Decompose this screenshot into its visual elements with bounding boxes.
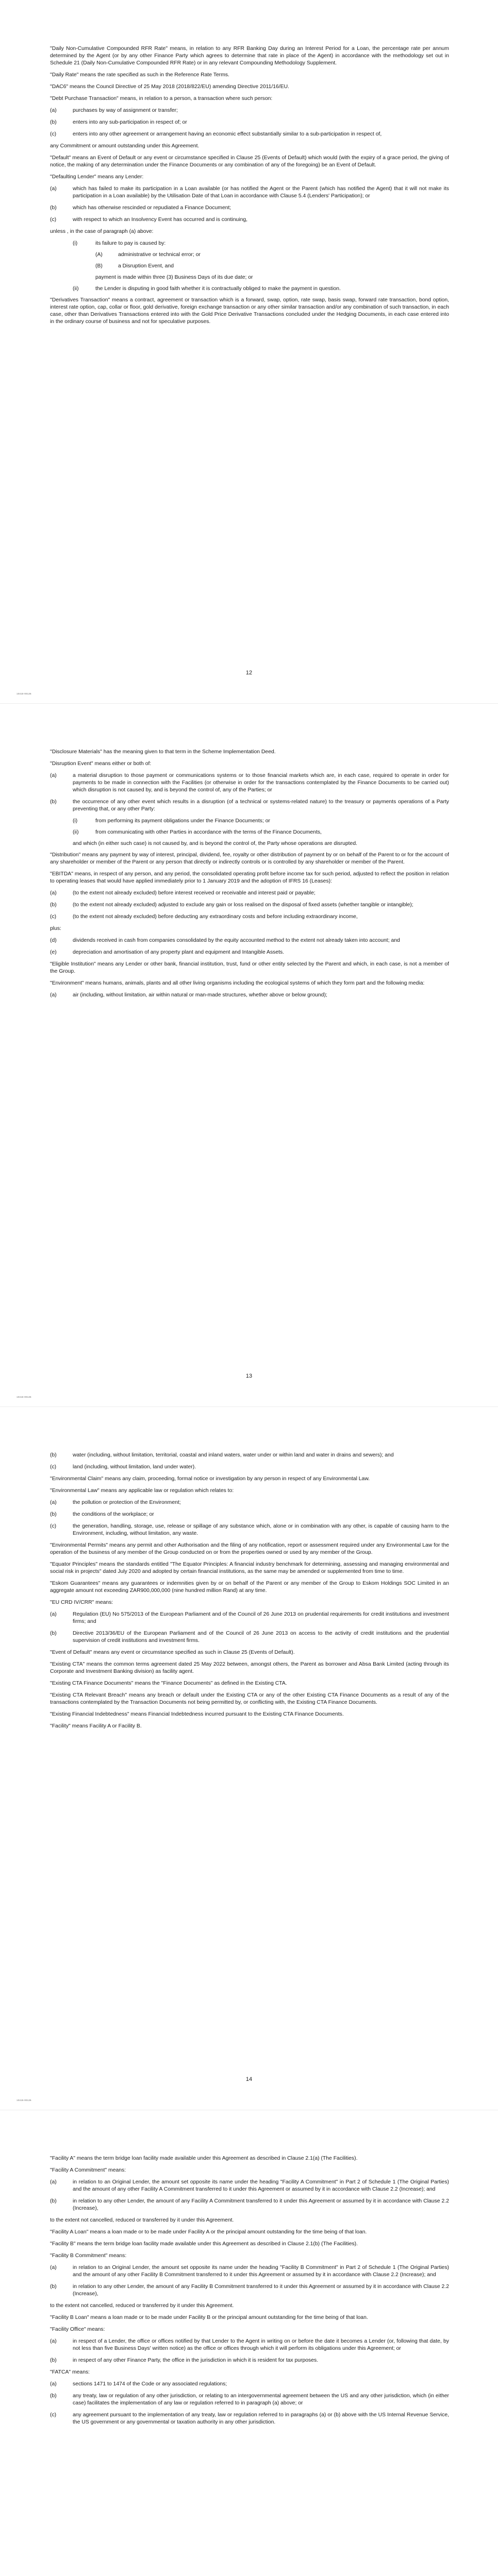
item-label: (a)	[50, 2265, 57, 2270]
item-label: (b)	[50, 205, 57, 211]
definition-paragraph: to the extent not cancelled, reduced or transferred by it under this Agreement.	[50, 2217, 234, 2223]
definition-paragraph: "EBITDA" means, in respect of any person, and any period, the consolidated operating profit before income tax for such period, adjusted to reflect the position in relation to operating leases that would have applied immediately prior to 1 January 2019 and the adoption of IFRS 16 (Leases):	[50, 871, 449, 884]
continuation-text: payment is made within three (3) Business Days of its due date; or	[95, 275, 253, 280]
list-item	[50, 949, 449, 956]
item-label: (a)	[50, 2381, 57, 2387]
item-label: (a)	[50, 108, 57, 113]
item-label: (c)	[50, 914, 57, 920]
list-item	[50, 902, 449, 909]
definition-paragraph: "Defaulting Lender" means any Lender:	[50, 174, 144, 180]
list-item	[50, 2264, 449, 2279]
page-content	[50, 1452, 449, 1735]
item-label: (i)	[73, 818, 78, 824]
definition-paragraph: "Facility B Commitment" means:	[50, 2253, 127, 2259]
item-text: in relation to any other Lender, the amount of any Facility B Commitment transferred to it under this Agreement or assumed by it in accordance with Clause 2.2 (Increase),	[73, 2284, 449, 2297]
item-text: any agreement pursuant to the implementation of any treaty, law or regulation referred to in paragraphs (a) or (b) above with the US Internal Revenue Service, the US government or any governmental or taxation authority in any other jurisdiction.	[73, 2412, 449, 2425]
item-label: (B)	[95, 263, 103, 269]
definition-paragraph: "Environmental Permits" means any permit and other Authorisation and the filing of any notification, report or assessment required under any Environmental Law for the operation of the business of any member of the Group conducted on or from the properties owned or used by any member of the Group.	[50, 1543, 449, 1555]
sub-list-item	[73, 829, 449, 836]
definition-paragraph: "Environmental Law" means any applicable law or regulation which relates to:	[50, 1488, 234, 1494]
definition-paragraph: "Environmental Claim" means any claim, proceeding, formal notice or investigation by any person in respect of any Environmental Law.	[50, 1476, 370, 1482]
list-item	[50, 1511, 449, 1518]
definition-paragraph: "Facility" means Facility A or Facility B.	[50, 1723, 142, 1729]
list-item	[50, 107, 449, 114]
item-text: from performing its payment obligations under the Finance Documents; or	[95, 818, 271, 824]
definition-paragraph: "Disruption Event" means either or both of:	[50, 761, 152, 767]
item-text: in relation to any other Lender, the amount of any Facility A Commitment transferred to it under this Agreement or assumed by it in accordance with Clause 2.2 (Increase),	[73, 2198, 449, 2211]
definition-paragraph: "Existing CTA" means the common terms agreement dated 25 May 2022 between, amongst others, the Parent as borrower and Absa Bank Limited (acting through its Corporate and Investment Banking division) as facility agent.	[50, 1662, 449, 1674]
sub-sub-list-item	[95, 251, 449, 259]
item-text: which has failed to make its participation in a Loan available (or has notified the Agent or the Parent (which has notified the Agent) that it will not make its participation in a Loan available) by the Utilisation Date of that Loan in accordance with Clause 5.4 (Lenders' Participation); or	[73, 186, 449, 199]
item-label: (b)	[50, 2358, 57, 2363]
page-divider	[0, 1406, 498, 1407]
item-label: (b)	[50, 2284, 57, 2290]
page-number: 14	[245, 2076, 253, 2082]
list-item	[50, 992, 449, 999]
item-text: the Lender is disputing in good faith whether it is contractually obliged to make the payment in question.	[95, 286, 341, 292]
item-text: sections 1471 to 1474 of the Code or any associated regulations;	[73, 2381, 227, 2387]
item-text: in relation to an Original Lender, the amount set opposite its name under the heading "Facility B Commitment" in Part 2 of Schedule 1 (The Original Parties) and the amount of any other Facility B Commitment transferred to it under this Agreement or assumed by it in accordance with Clause 2.2 (Increase); and	[73, 2265, 449, 2278]
item-label: (i)	[73, 241, 78, 246]
item-text: depreciation and amortisation of any property plant and equipment and Intangible Assets.	[73, 950, 285, 955]
item-label: (b)	[50, 902, 57, 908]
definition-paragraph: "DAC6" means the Council Directive of 25 May 2018 (2018/822/EU) amending Directive 2011/16/EU.	[50, 84, 290, 90]
item-label: (a)	[50, 186, 57, 192]
item-label: (c)	[50, 1523, 57, 1529]
item-text: a Disruption Event, and	[118, 263, 174, 269]
list-item	[50, 1630, 449, 1645]
definition-paragraph: "Facility A" means the term bridge loan facility made available under this Agreement as described in Clause 2.1(a) (The Facilities).	[50, 2156, 358, 2161]
item-label: (b)	[50, 1512, 57, 1517]
item-text: (to the extent not already excluded) before deducting any extraordinary costs and before including extraordinary income,	[73, 914, 358, 920]
item-text: dividends received in cash from companies consolidated by the equity accounted method to the extent not already taken into account; and	[73, 938, 400, 943]
definition-paragraph: "Facility B Loan" means a loan made or to be made under Facility B or the principal amount outstanding for the time being of that loan.	[50, 2315, 368, 2320]
item-label: (ii)	[73, 829, 79, 835]
item-label: (a)	[50, 1500, 57, 1505]
item-label: (a)	[50, 773, 57, 778]
definition-paragraph: any Commitment or amount outstanding under this Agreement.	[50, 143, 200, 149]
document-reference: 10415-00126	[16, 1396, 31, 1398]
list-item	[50, 2381, 449, 2388]
definition-paragraph: "Existing CTA Relevant Breach" means any breach or default under the Existing CTA or any of the other Existing CTA Finance Documents as a result of any of the transactions contemplated by the Transaction Documents not being permitted by, or conflicting with, the Existing CTA Finance Documents.	[50, 1692, 449, 1705]
item-label: (c)	[50, 2412, 57, 2418]
item-label: (a)	[50, 890, 57, 896]
definition-paragraph: "Equator Principles" means the standards entitled "The Equator Principles: A financial industry benchmark for determining, assessing and managing environmental and social risk in projects" dated July 2020 and adopted by certain financial institutions, as the same may be amended or supplemented from time to time.	[50, 1562, 449, 1574]
item-text: Regulation (EU) No 575/2013 of the European Parliament and of the Council of 26 June 2013 on prudential requirements for credit institutions and investment firms; and	[73, 1612, 449, 1624]
list-item	[50, 119, 449, 126]
list-item	[50, 913, 449, 921]
definition-paragraph: "Eligible Institution" means any Lender or other bank, financial institution, trust, fund or other entity selected by the Parent and which, in each case, is not a member of the Group.	[50, 961, 449, 974]
item-label: (b)	[50, 2198, 57, 2204]
list-item	[50, 2357, 449, 2364]
definition-paragraph: "Default" means an Event of Default or any event or circumstance specified in Clause 25 (Events of Default) which would (with the expiry of a grace period, the giving of notice, the making of any determination under the Finance Documents or any combination of any of the foregoing) be an Event of Default.	[50, 155, 449, 168]
list-item	[50, 185, 449, 200]
item-text: (to the extent not already excluded) adjusted to exclude any gain or loss realised on the disposal of fixed assets (whether tangible or intangible);	[73, 902, 413, 908]
page-number: 13	[245, 1373, 253, 1379]
list-item	[50, 2198, 449, 2212]
item-text: water (including, without limitation, territorial, coastal and inland waters, water under or within land and water in drains and sewers); and	[73, 1452, 394, 1458]
item-text: land (including, without limitation, land under water).	[73, 1464, 196, 1470]
sub-list-item	[73, 285, 449, 293]
definition-paragraph: "Daily Rate" means the rate specified as such in the Reference Rate Terms.	[50, 72, 229, 78]
item-text: in relation to an Original Lender, the amount set opposite its name under the heading "Facility A Commitment" in Part 2 of Schedule 1 (The Original Parties) and the amount of any other Facility A Commitment transferred to it under this Agreement or assumed by it in accordance with Clause 2.2 (Increase); and	[73, 2179, 449, 2192]
item-text: a material disruption to those payment or communications systems or to those financial markets which are, in each case, required to operate in order for payments to be made in connection with the Facilities (or otherwise in order for the transactions contemplated by the Finance Documents to be carried out) which disruption is not caused by, and is beyond the control of, any of the Parties; or	[73, 773, 449, 793]
definition-paragraph: "Existing CTA Finance Documents" means the "Finance Documents" as defined in the Existing CTA.	[50, 1681, 287, 1686]
item-text: the generation, handling, storage, use, release or spillage of any substance which, alone or in combination with any other, is capable of causing harm to the Environment, including, without limitation, any waste.	[73, 1523, 449, 1536]
definition-paragraph: "Disclosure Materials" has the meaning given to that term in the Scheme Implementation Deed.	[50, 749, 276, 755]
item-text: enters into any sub-participation in respect of; or	[73, 120, 187, 125]
definition-paragraph: "Debt Purchase Transaction" means, in relation to a person, a transaction where such person:	[50, 96, 273, 101]
continuation-text: and which (in either such case) is not caused by, and is beyond the control of, the Party whose operations are disrupted.	[73, 841, 357, 846]
item-text: air (including, without limitation, air within natural or man-made structures, whether above or below ground);	[73, 992, 327, 998]
page-number: 12	[245, 670, 253, 676]
list-item	[50, 2412, 449, 2426]
page-content	[50, 749, 449, 1004]
definition-paragraph: to the extent not cancelled, reduced or transferred by it under this Agreement.	[50, 2303, 234, 2309]
item-text: its failure to pay is caused by:	[95, 241, 166, 246]
list-item	[50, 2393, 449, 2407]
definition-paragraph: "Eskom Guarantees" means any guarantees or indemnities given by or on behalf of the Parent or any member of the Group to Eskom Holdings SOC Limited in an aggregate amount not exceeding ZAR900,000,000 (nine hundred million Rand) at any time.	[50, 1581, 449, 1594]
page-divider	[0, 703, 498, 704]
item-label: (b)	[50, 1452, 57, 1458]
item-label: (A)	[95, 252, 103, 258]
definition-paragraph: "Distribution" means any payment by way of interest, principal, dividend, fee, royalty or other distribution of payment by or on behalf of the Parent to or for the account of any shareholder or member of the Parent or any person that directly or indirectly controls or is controlled by any shareholder or member of the Parent.	[50, 852, 449, 865]
definition-paragraph: "Daily Non-Cumulative Compounded RFR Rate" means, in relation to any RFR Banking Day during an Interest Period for a Loan, the percentage rate per annum determined by the Agent (or by any other Finance Party which agrees to determine that rate in place of the Agent) in accordance with the methodology set out in Schedule 21 (Daily Non-Cumulative Compounded RFR Rate) or in any relevant Compounding Methodology Supplement.	[50, 46, 449, 66]
item-label: (a)	[50, 992, 57, 998]
document-page	[0, 2110, 498, 2576]
item-label: (c)	[50, 1464, 57, 1470]
item-label: (a)	[50, 2179, 57, 2185]
definition-paragraph: "Facility B" means the term bridge loan facility made available under this Agreement as described in Clause 2.1(b) (The Facilities).	[50, 2241, 358, 2247]
definition-paragraph: "FATCA" means:	[50, 2369, 90, 2375]
item-label: (b)	[50, 799, 57, 805]
page-content	[50, 45, 449, 330]
item-text: the pollution or protection of the Environment;	[73, 1500, 181, 1505]
definition-paragraph: "Existing Financial Indebtedness" means Financial Indebtedness incurred pursuant to the Existing CTA Finance Documents.	[50, 1711, 344, 1717]
item-text: with respect to which an Insolvency Event has occurred and is continuing,	[73, 217, 248, 223]
item-text: purchases by way of assignment or transfer;	[73, 108, 178, 113]
list-item	[50, 2338, 449, 2352]
item-label: (a)	[50, 2338, 57, 2344]
list-item	[50, 131, 449, 138]
item-text: in respect of any other Finance Party, the office in the jurisdiction in which it is resident for tax purposes.	[73, 2358, 319, 2363]
item-label: (b)	[50, 1631, 57, 1636]
page-content	[50, 2155, 449, 2431]
sub-list-item	[73, 818, 449, 825]
item-label: (c)	[50, 217, 57, 223]
definition-paragraph: unless , in the case of paragraph (a) above:	[50, 229, 154, 234]
list-item	[50, 205, 449, 212]
item-text: (to the extent not already excluded) before interest received or receivable and interest paid or payable;	[73, 890, 316, 896]
list-item	[50, 799, 449, 813]
item-label: (b)	[50, 2393, 57, 2399]
sub-sub-list-item	[95, 263, 449, 270]
list-item	[50, 772, 449, 794]
item-text: from communicating with other Parties in accordance with the terms of the Finance Documents,	[95, 829, 322, 835]
list-item	[50, 2179, 449, 2193]
item-text: the conditions of the workplace; or	[73, 1512, 154, 1517]
item-text: Directive 2013/36/EU of the European Parliament and of the Council of 26 June 2013 on access to the activity of credit institutions and the prudential supervision of credit institutions and investment firms.	[73, 1631, 449, 1643]
document-page	[0, 0, 498, 703]
document-reference: 10415-00126	[16, 2099, 31, 2102]
item-text: in respect of a Lender, the office or offices notified by that Lender to the Agent in writing on or before the date it becomes a Lender (or, following that date, by not less than five Business Days' written notice) as the office or offices through which it will perform its obligations under this Agreement; or	[73, 2338, 449, 2351]
item-label: (c)	[50, 131, 57, 137]
definition-paragraph: "EU CRD IV/CRR" means:	[50, 1600, 113, 1605]
item-text: which has otherwise rescinded or repudiated a Finance Document;	[73, 205, 231, 211]
sub-list-item	[73, 240, 449, 247]
item-label: (a)	[50, 1612, 57, 1617]
item-label: (ii)	[73, 286, 79, 292]
definition-paragraph: "Derivatives Transaction" means a contract, agreement or transaction which is a forward, swap, option, rate swap, basis swap, forward rate transaction, bond option, interest rate option, cap, collar or floor, gold derivative, foreign exchange transaction or any other similar transaction and/or any combination of such transaction, in each case, other than Derivatives Transactions entered into with the Gold Price Derivative Transactions concluded under the Hedging Documents, in each case entered into in the ordinary course of business and not for speculative purposes.	[50, 297, 449, 325]
definition-paragraph: "Facility A Commitment" means:	[50, 2167, 126, 2173]
item-label: (b)	[50, 120, 57, 125]
list-item	[50, 890, 449, 897]
list-item	[50, 216, 449, 224]
definition-paragraph: "Facility A Loan" means a loan made or to be made under Facility A or the principal amount outstanding for the time being of that loan.	[50, 2229, 367, 2235]
definition-paragraph: plus:	[50, 926, 61, 931]
item-text: the occurrence of any other event which results in a disruption (of a technical or systems-related nature) to the treasury or payments operations of a Party preventing that, or any other Party:	[73, 799, 449, 812]
document-reference: 10415-00126	[16, 692, 31, 695]
list-item	[50, 1611, 449, 1625]
item-text: enters into any other agreement or arrangement having an economic effect substantially similar to a sub-participation in respect of,	[73, 131, 382, 137]
item-text: administrative or technical error; or	[118, 252, 201, 258]
definition-paragraph: "Facility Office" means:	[50, 2327, 105, 2332]
list-item	[50, 1452, 449, 1459]
item-label: (d)	[50, 938, 57, 943]
item-text: any treaty, law or regulation of any other jurisdiction, or relating to an intergovernmental agreement between the US and any other jurisdiction, which (in either case) facilitates the implementation of any law or regulation referred to in paragraph (a) above; or	[73, 2393, 449, 2406]
list-item	[50, 2283, 449, 2298]
document-page	[0, 1406, 498, 2110]
item-label: (e)	[50, 950, 57, 955]
document-page	[0, 703, 498, 1406]
definition-paragraph: "Event of Default" means any event or circumstance specified as such in Clause 25 (Events of Default).	[50, 1650, 295, 1655]
definition-paragraph: "Environment" means humans, animals, plants and all other living organisms including the ecological systems of which they form part and the following media:	[50, 980, 425, 986]
list-item	[50, 1499, 449, 1506]
list-item	[50, 1464, 449, 1471]
list-item	[50, 1523, 449, 1537]
list-item	[50, 937, 449, 944]
